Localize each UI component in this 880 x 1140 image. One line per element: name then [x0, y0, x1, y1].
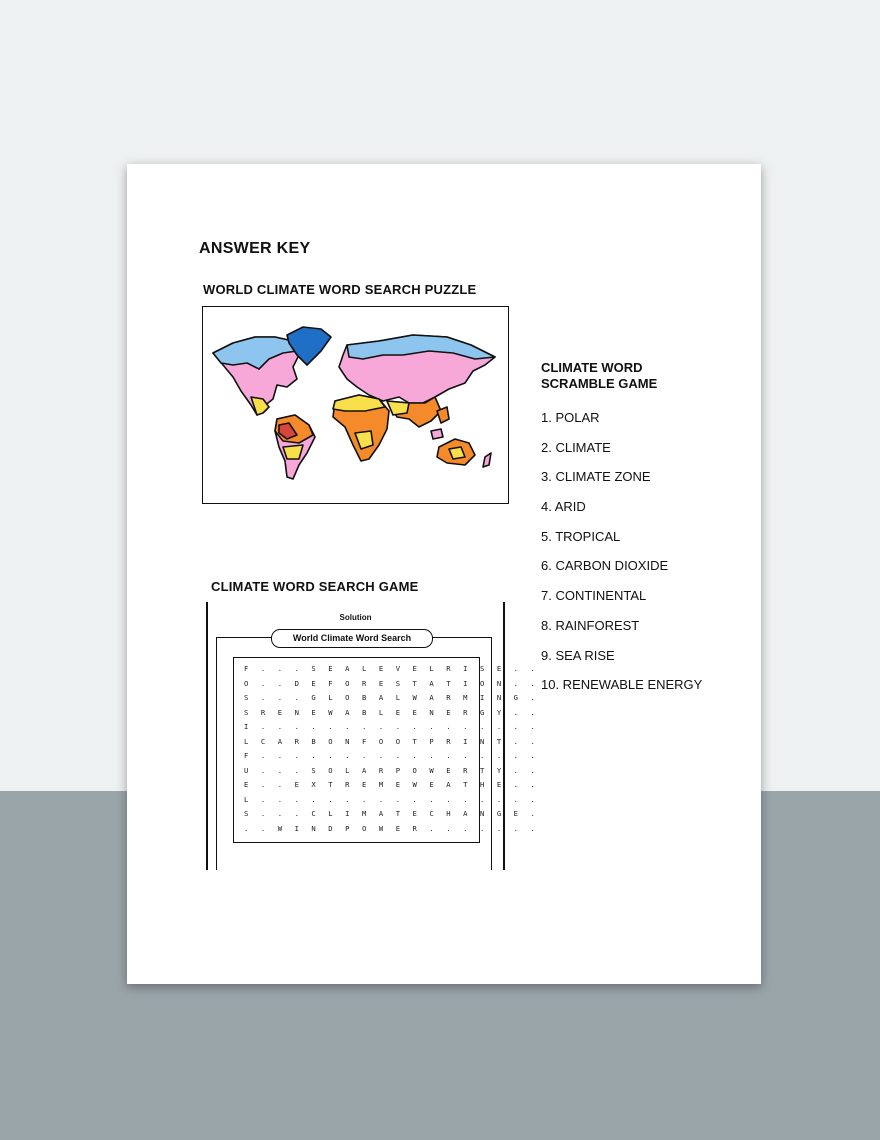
list-item: 3. CLIMATE ZONE — [541, 469, 651, 485]
list-item: 9. SEA RISE — [541, 647, 615, 663]
list-item: 10. RENEWABLE ENERGY — [541, 677, 703, 693]
word-search-grid — [233, 657, 539, 843]
world-climate-map — [202, 306, 509, 504]
list-item: 4. ARID — [541, 499, 586, 515]
grid-row: U . . . S O L A R P O W E R T Y . . — [244, 766, 539, 775]
world-map-illustration — [203, 307, 508, 503]
grid-row: E . . E X T R E M E W E A T H E . . — [244, 780, 539, 789]
list-item: 2. CLIMATE — [541, 439, 611, 455]
grid-row: . . W I N D P O W E R . . . . . . . — [244, 824, 539, 833]
list-item: 5. TROPICAL — [541, 528, 621, 544]
list-item: 6. CARBON DIOXIDE — [541, 558, 669, 574]
scramble-section-title: CLIMATE WORD SCRAMBLE GAME — [541, 360, 658, 391]
word-search-solution — [206, 602, 539, 870]
map-section-title: WORLD CLIMATE WORD SEARCH PUZZLE — [203, 282, 477, 297]
grid-row: I . . . . . . . . . . . . . . . . . — [244, 722, 539, 731]
word-search-card-title: World Climate Word Search — [271, 629, 433, 648]
list-item: 7. CONTINENTAL — [541, 588, 647, 604]
list-item: 1. POLAR — [541, 410, 600, 425]
word-search-section-title: CLIMATE WORD SEARCH GAME — [211, 579, 419, 594]
grid-row: O . . D E F O R E S T A T I O N . . — [244, 679, 539, 688]
grid-row: S R E N E W A B L E E N E R G Y . . — [244, 708, 539, 717]
grid-row: S . . . G L O B A L W A R M I N G . — [244, 693, 539, 702]
grid-row: F . . . . . . . . . . . . . . . . . — [244, 751, 539, 760]
inner-frame-left — [216, 637, 217, 870]
new-zealand-shape — [483, 453, 491, 467]
answer-key-page — [127, 164, 761, 984]
solution-label: Solution — [339, 613, 372, 622]
grid-row: L . . . . . . . . . . . . . . . . . — [244, 795, 539, 804]
south-america-yellow-band — [283, 445, 303, 459]
list-item: 8. RAINFOREST — [541, 617, 640, 633]
grid-row: F . . . S E A L E V E L R I S E . . — [244, 664, 539, 673]
middle-east-band — [387, 401, 409, 415]
indonesia-shape — [431, 429, 443, 439]
scramble-answer-list — [541, 410, 711, 707]
page-title: ANSWER KEY — [199, 240, 311, 257]
outer-frame-left — [206, 602, 208, 870]
grid-row: L C A R B O N F O O T P R I N T . . — [244, 737, 539, 746]
grid-row: S . . . C L I M A T E C H A N G E . — [244, 809, 539, 818]
